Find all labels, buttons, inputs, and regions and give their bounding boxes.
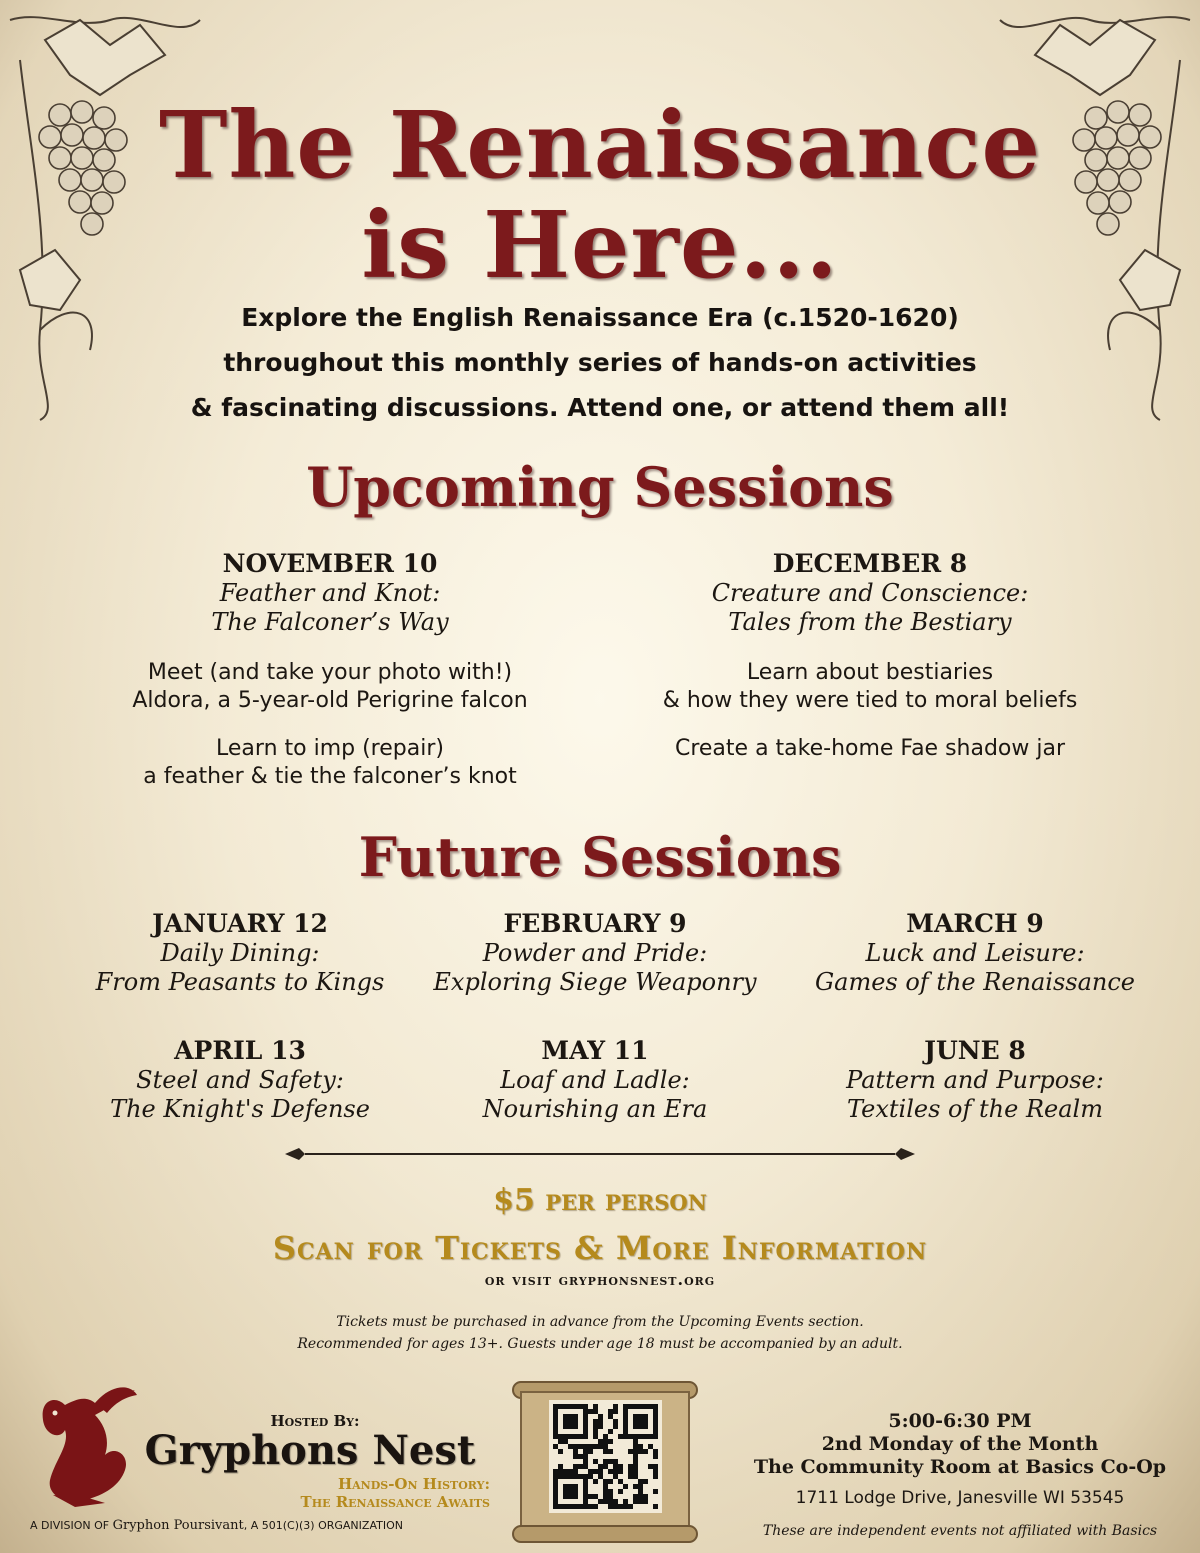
event-address: 1711 Lodge Drive, Janesville WI 53545: [795, 1488, 1125, 1508]
upcoming-session-december: [610, 548, 1130, 763]
session-date: JANUARY 12: [152, 909, 328, 938]
session-desc-1b: Aldora, a 5-year-old Perigrine falcon: [132, 688, 528, 713]
session-title-1: Luck and Leisure:: [865, 939, 1085, 967]
title-line-2: is Here...: [361, 191, 839, 299]
future-session: [415, 908, 775, 997]
session-title-2: Textiles of the Realm: [847, 1095, 1103, 1123]
division-name: Gryphon Poursivant: [112, 1518, 244, 1533]
ticket-note-1: Tickets must be purchased in advance from the Upcoming Events section.: [336, 1314, 864, 1330]
session-title-1: Loaf and Ladle:: [500, 1066, 690, 1094]
session-date: NOVEMBER 10: [222, 549, 438, 578]
future-session: [60, 1035, 420, 1124]
future-sessions-heading: Future Sessions: [358, 825, 842, 889]
price-text: $5 per person: [493, 1183, 707, 1218]
hosted-by-label: Hosted By:: [270, 1412, 360, 1430]
host-name: Gryphons Nest: [144, 1427, 476, 1474]
division-prefix: A DIVISION OF: [30, 1519, 110, 1532]
future-session: [790, 1035, 1160, 1124]
title-line-1: The Renaissance: [159, 91, 1041, 199]
visit-website-text: or visit gryphonsnest.org: [484, 1270, 716, 1289]
qr-code-scroll[interactable]: [505, 1378, 705, 1548]
future-session: [60, 908, 420, 997]
session-title-1: Steel and Safety:: [136, 1066, 344, 1094]
upcoming-sessions-heading: Upcoming Sessions: [306, 455, 894, 519]
session-title-2: Exploring Siege Weaponry: [433, 968, 757, 996]
session-title-1: Daily Dining:: [160, 939, 320, 967]
session-desc-2b: a feather & tie the falconer’s knot: [143, 764, 517, 789]
session-title-1: Pattern and Purpose:: [846, 1066, 1104, 1094]
session-title-2: Nourishing an Era: [482, 1095, 708, 1123]
intro-line-1: Explore the English Renaissance Era (c.1520-1620): [241, 303, 959, 332]
event-location: The Community Room at Basics Co-Op: [753, 1456, 1167, 1478]
session-date: MAY 11: [541, 1036, 649, 1065]
session-title-2: Games of the Renaissance: [814, 968, 1136, 996]
session-title-1: Creature and Conscience:: [711, 579, 1029, 607]
ornamental-divider: [285, 1144, 915, 1164]
host-tagline: [230, 1475, 490, 1511]
event-time: 5:00-6:30 PM: [888, 1410, 1032, 1432]
session-desc-1a: Meet (and take your photo with!): [147, 660, 513, 685]
future-session: [415, 1035, 775, 1124]
intro-line-2: throughout this monthly series of hands-on activities: [223, 348, 977, 377]
session-title-2: The Falconer’s Way: [211, 608, 449, 636]
host-tagline-1: Hands-On History:: [337, 1475, 490, 1493]
upcoming-session-november: [70, 548, 590, 791]
future-session: [790, 908, 1160, 997]
session-title-2: The Knight's Defense: [110, 1095, 370, 1123]
division-suffix: , A 501(C)(3) ORGANIZATION: [243, 1519, 403, 1532]
session-date: FEBRUARY 9: [503, 909, 687, 938]
host-tagline-2: The Renaissance Awaits: [300, 1493, 490, 1511]
session-title-1: Feather and Knot:: [219, 579, 441, 607]
session-date: MARCH 9: [906, 909, 1044, 938]
gryphon-logo-icon: [35, 1385, 140, 1510]
session-desc-2a: Create a take-home Fae shadow jar: [674, 736, 1066, 761]
ticket-note-2: Recommended for ages 13+. Guests under age 18 must be accompanied by an adult.: [297, 1336, 903, 1352]
scan-for-tickets-text: Scan for Tickets & More Information: [272, 1229, 928, 1267]
event-schedule: 2nd Monday of the Month: [821, 1433, 1099, 1455]
intro-line-3: & fascinating discussions. Attend one, or attend them all!: [190, 393, 1010, 422]
event-disclaimer: These are independent events not affiliated with Basics: [762, 1523, 1158, 1539]
session-desc-2a: Learn to imp (repair): [216, 736, 444, 761]
session-date: DECEMBER 8: [772, 549, 968, 578]
session-date: APRIL 13: [174, 1036, 306, 1065]
session-title-2: Tales from the Bestiary: [728, 608, 1012, 636]
session-date: JUNE 8: [924, 1036, 1026, 1065]
session-desc-1b: & how they were tied to moral beliefs: [662, 688, 1078, 713]
session-desc-1a: Learn about bestiaries: [746, 660, 994, 685]
session-title-2: From Peasants to Kings: [95, 968, 385, 996]
session-title-1: Powder and Pride:: [482, 939, 708, 967]
division-line: [30, 1518, 500, 1533]
